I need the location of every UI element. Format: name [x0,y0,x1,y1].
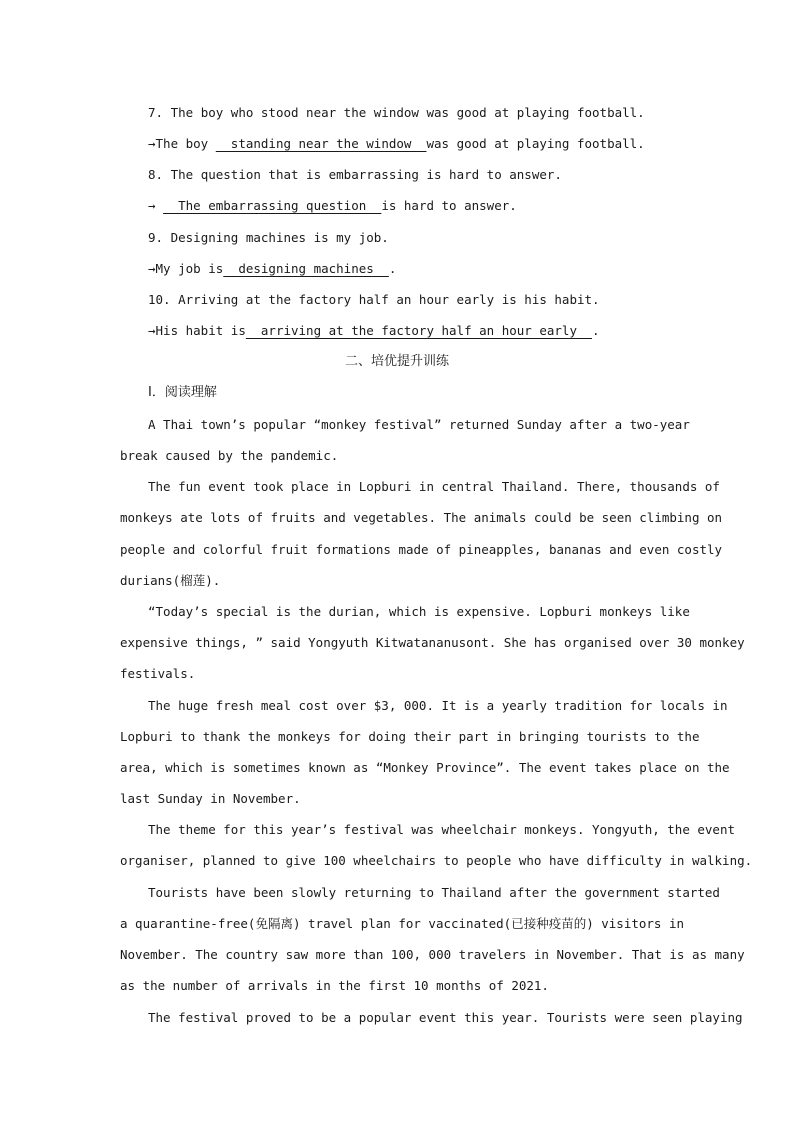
section-title: 二、培优提升训练 [344,354,449,369]
answer-prefix: The boy [155,136,216,151]
arrow-icon: → [148,198,156,213]
article-line: A Thai town’s popular “monkey festival” returned Sunday after a two-year [148,417,690,432]
article-line: The festival proved to be a popular event this year. Tourists were seen playing [148,1010,743,1025]
article-line: organiser, planned to give 100 wheelchairs to people who have difficulty in walking. [120,853,753,868]
article-line: The fun event took place in Lopburi in central Thailand. There, thousands of [148,479,720,494]
exercise-number: 7. [148,105,164,120]
exercise-number: 8. [148,167,164,182]
article-line: as the number of arrivals in the first 10 months of 2021. [120,978,549,993]
answer-suffix: was good at playing football. [426,136,645,151]
arrow-icon: → [148,323,156,338]
exercise-number: 10. [148,292,171,307]
arrow-icon: → [148,136,156,151]
answer-suffix: is hard to answer. [381,198,517,213]
answer-blank: The embarrassing question [163,198,382,213]
answer-prefix: My job is [155,261,224,276]
answer-blank: standing near the window [215,136,427,151]
answer-suffix: . [388,261,397,276]
article-line: The huge fresh meal cost over $3, 000. It is a yearly tradition for locals in [148,698,728,713]
subsection-title: Ⅰ．阅读理解 [148,385,217,400]
article-line: monkeys ate lots of fruits and vegetables. The animals could be seen climbing on [120,510,723,525]
article-line: durians(榴莲). [120,573,221,588]
article-line: “Today’s special is the durian, which is expensive. Lopburi monkeys like [148,604,690,619]
article-line: people and colorful fruit formations made of pineapples, bananas and even costly [120,542,723,557]
exercise-9-question [148,228,703,248]
article-line: Lopburi to thank the monkeys for doing their part in bringing tourists to the [120,729,700,744]
arrow-icon: → [148,261,156,276]
article-line: festivals. [120,666,196,681]
exercise-8-answer [148,196,703,216]
answer-prefix [156,198,164,213]
exercise-10-question [148,290,703,310]
article-line: Tourists have been slowly returning to Thailand after the government started [148,885,720,900]
exercise-7-question [148,103,703,123]
article-line: a quarantine-free(免隔离) travel plan for vaccinated(已接种疫苗的) visitors in [120,916,685,931]
article-line: break caused by the pandemic. [120,448,339,463]
exercise-sentence: The boy who stood near the window was good at playing football. [170,105,645,120]
answer-blank: arriving at the factory half an hour early [245,323,593,338]
article-line: last Sunday in November. [120,791,301,806]
exercise-8-question [148,165,703,185]
answer-prefix: His habit is [155,323,246,338]
article-line: November. The country saw more than 100, 000 travelers in November. That is as many [120,947,745,962]
exercise-9-answer [148,259,703,279]
exercise-sentence: The question that is embarrassing is hard to answer. [170,167,562,182]
article-line: expensive things, ” said Yongyuth Kitwatananusont. She has organised over 30 monkey [120,635,745,650]
exercise-10-answer [148,321,703,341]
article-line: The theme for this year’s festival was wheelchair monkeys. Yongyuth, the event [148,822,735,837]
article-line: area, which is sometimes known as “Monkey Province”. The event takes place on the [120,760,730,775]
exercise-number: 9. [148,230,164,245]
exercise-7-answer [148,134,703,154]
answer-blank: designing machines [223,261,389,276]
answer-suffix: . [592,323,600,338]
exercise-sentence: Arriving at the factory half an hour early is his habit. [178,292,600,307]
exercise-sentence: Designing machines is my job. [170,230,389,245]
